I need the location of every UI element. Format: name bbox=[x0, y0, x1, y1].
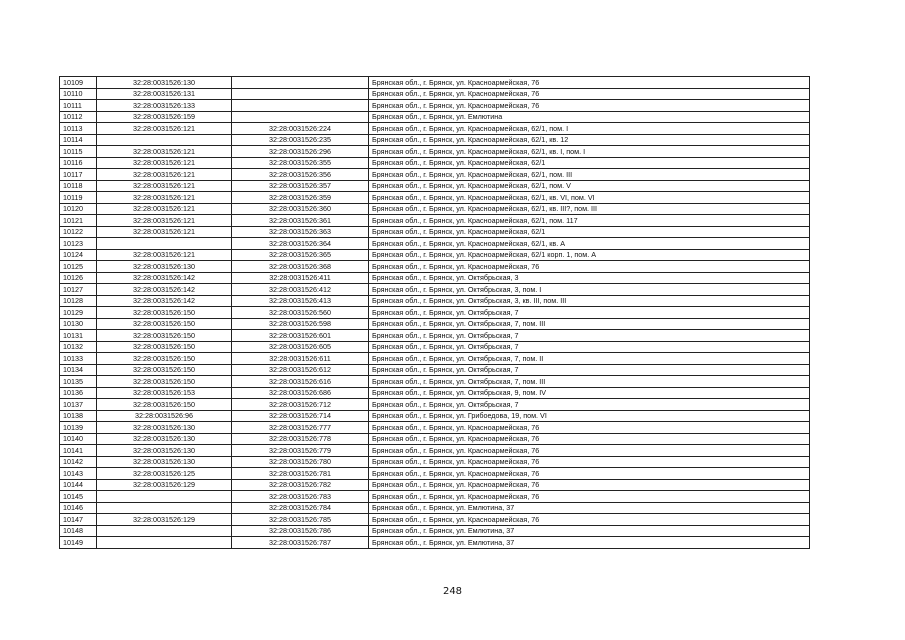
row-number-cell: 10115 bbox=[60, 146, 97, 158]
cadastral-number-cell: 32:28:0031526:560 bbox=[232, 307, 369, 319]
cadastral-number-cell: 32:28:0031526:783 bbox=[232, 491, 369, 503]
table-row bbox=[60, 502, 810, 514]
row-number-cell: 10114 bbox=[60, 134, 97, 146]
table-row bbox=[60, 295, 810, 307]
registry-table-body bbox=[60, 77, 810, 549]
table-row bbox=[60, 525, 810, 537]
cadastral-number-cell: 32:28:0031526:150 bbox=[97, 341, 232, 353]
table-row bbox=[60, 422, 810, 434]
row-number-cell: 10133 bbox=[60, 353, 97, 365]
address-cell: Брянская обл., г. Брянск, ул. Красноармейская, 76 bbox=[369, 445, 810, 457]
cadastral-number-cell: 32:28:0031526:779 bbox=[232, 445, 369, 457]
address-cell: Брянская обл., г. Брянск, ул. Емлютина, 37 bbox=[369, 525, 810, 537]
address-cell: Брянская обл., г. Брянск, ул. Октябрьская, 7, пом. III bbox=[369, 318, 810, 330]
cadastral-number-cell: 32:28:0031526:121 bbox=[97, 123, 232, 135]
cadastral-number-cell: 32:28:0031526:96 bbox=[97, 410, 232, 422]
table-row bbox=[60, 238, 810, 250]
cadastral-number-cell: 32:28:0031526:150 bbox=[97, 376, 232, 388]
cadastral-number-cell: 32:28:0031526:364 bbox=[232, 238, 369, 250]
cadastral-number-cell: 32:28:0031526:605 bbox=[232, 341, 369, 353]
cadastral-number-cell bbox=[97, 525, 232, 537]
cadastral-number-cell: 32:28:0031526:359 bbox=[232, 192, 369, 204]
row-number-cell: 10136 bbox=[60, 387, 97, 399]
table-row bbox=[60, 307, 810, 319]
cadastral-number-cell: 32:28:0031526:360 bbox=[232, 203, 369, 215]
address-cell: Брянская обл., г. Брянск, ул. Октябрьская, 7 bbox=[369, 330, 810, 342]
table-row bbox=[60, 203, 810, 215]
table-row bbox=[60, 318, 810, 330]
cadastral-number-cell: 32:28:0031526:130 bbox=[97, 456, 232, 468]
table-row bbox=[60, 226, 810, 238]
address-cell: Брянская обл., г. Брянск, ул. Октябрьская, 7, пом. II bbox=[369, 353, 810, 365]
address-cell: Брянская обл., г. Брянск, ул. Красноармейская, 62/1, кв. I, пом. I bbox=[369, 146, 810, 158]
table-row bbox=[60, 249, 810, 261]
cadastral-number-cell: 32:28:0031526:121 bbox=[97, 169, 232, 181]
cadastral-number-cell: 32:28:0031526:365 bbox=[232, 249, 369, 261]
row-number-cell: 10127 bbox=[60, 284, 97, 296]
cadastral-number-cell: 32:28:0031526:712 bbox=[232, 399, 369, 411]
cadastral-number-cell: 32:28:0031526:612 bbox=[232, 364, 369, 376]
cadastral-number-cell: 32:28:0031526:150 bbox=[97, 364, 232, 376]
row-number-cell: 10143 bbox=[60, 468, 97, 480]
table-row bbox=[60, 330, 810, 342]
cadastral-number-cell bbox=[97, 491, 232, 503]
table-row bbox=[60, 123, 810, 135]
cadastral-number-cell bbox=[232, 111, 369, 123]
table-row bbox=[60, 399, 810, 411]
cadastral-number-cell: 32:28:0031526:121 bbox=[97, 215, 232, 227]
table-row bbox=[60, 284, 810, 296]
row-number-cell: 10146 bbox=[60, 502, 97, 514]
cadastral-number-cell: 32:28:0031526:224 bbox=[232, 123, 369, 135]
cadastral-number-cell: 32:28:0031526:125 bbox=[97, 468, 232, 480]
cadastral-number-cell: 32:28:0031526:130 bbox=[97, 261, 232, 273]
row-number-cell: 10130 bbox=[60, 318, 97, 330]
cadastral-number-cell: 32:28:0031526:355 bbox=[232, 157, 369, 169]
row-number-cell: 10137 bbox=[60, 399, 97, 411]
address-cell: Брянская обл., г. Брянск, ул. Красноармейская, 62/1, кв. VI, пом. VI bbox=[369, 192, 810, 204]
address-cell: Брянская обл., г. Брянск, ул. Красноармейская, 62/1 корп. 1, пом. А bbox=[369, 249, 810, 261]
row-number-cell: 10132 bbox=[60, 341, 97, 353]
address-cell: Брянская обл., г. Брянск, ул. Грибоедова, 19, пом. VI bbox=[369, 410, 810, 422]
registry-table bbox=[59, 76, 810, 549]
cadastral-number-cell: 32:28:0031526:296 bbox=[232, 146, 369, 158]
cadastral-number-cell: 32:28:0031526:142 bbox=[97, 284, 232, 296]
row-number-cell: 10141 bbox=[60, 445, 97, 457]
cadastral-number-cell: 32:28:0031526:356 bbox=[232, 169, 369, 181]
cadastral-number-cell: 32:28:0031526:142 bbox=[97, 295, 232, 307]
cadastral-number-cell bbox=[232, 77, 369, 89]
cadastral-number-cell: 32:28:0031526:131 bbox=[97, 88, 232, 100]
row-number-cell: 10131 bbox=[60, 330, 97, 342]
cadastral-number-cell bbox=[97, 537, 232, 549]
cadastral-number-cell: 32:28:0031526:778 bbox=[232, 433, 369, 445]
row-number-cell: 10134 bbox=[60, 364, 97, 376]
row-number-cell: 10116 bbox=[60, 157, 97, 169]
row-number-cell: 10124 bbox=[60, 249, 97, 261]
address-cell: Брянская обл., г. Брянск, ул. Красноармейская, 62/1, пом. III bbox=[369, 169, 810, 181]
cadastral-number-cell: 32:28:0031526:411 bbox=[232, 272, 369, 284]
row-number-cell: 10128 bbox=[60, 295, 97, 307]
cadastral-number-cell: 32:28:0031526:787 bbox=[232, 537, 369, 549]
address-cell: Брянская обл., г. Брянск, ул. Емлютина, 37 bbox=[369, 502, 810, 514]
cadastral-number-cell: 32:28:0031526:598 bbox=[232, 318, 369, 330]
cadastral-number-cell bbox=[97, 134, 232, 146]
cadastral-number-cell: 32:28:0031526:686 bbox=[232, 387, 369, 399]
cadastral-number-cell: 32:28:0031526:129 bbox=[97, 514, 232, 526]
row-number-cell: 10109 bbox=[60, 77, 97, 89]
address-cell: Брянская обл., г. Брянск, ул. Красноармейская, 76 bbox=[369, 77, 810, 89]
address-cell: Брянская обл., г. Брянск, ул. Октябрьская, 7 bbox=[369, 307, 810, 319]
cadastral-number-cell: 32:28:0031526:363 bbox=[232, 226, 369, 238]
table-row bbox=[60, 456, 810, 468]
row-number-cell: 10122 bbox=[60, 226, 97, 238]
row-number-cell: 10123 bbox=[60, 238, 97, 250]
address-cell: Брянская обл., г. Брянск, ул. Октябрьская, 3 bbox=[369, 272, 810, 284]
row-number-cell: 10121 bbox=[60, 215, 97, 227]
row-number-cell: 10125 bbox=[60, 261, 97, 273]
cadastral-number-cell: 32:28:0031526:121 bbox=[97, 180, 232, 192]
row-number-cell: 10117 bbox=[60, 169, 97, 181]
row-number-cell: 10112 bbox=[60, 111, 97, 123]
address-cell: Брянская обл., г. Брянск, ул. Красноармейская, 76 bbox=[369, 514, 810, 526]
row-number-cell: 10118 bbox=[60, 180, 97, 192]
address-cell: Брянская обл., г. Брянск, ул. Октябрьская, 7 bbox=[369, 399, 810, 411]
address-cell: Брянская обл., г. Брянск, ул. Емлютина bbox=[369, 111, 810, 123]
cadastral-number-cell: 32:28:0031526:357 bbox=[232, 180, 369, 192]
address-cell: Брянская обл., г. Брянск, ул. Октябрьская, 9, пом. IV bbox=[369, 387, 810, 399]
cadastral-number-cell: 32:28:0031526:121 bbox=[97, 157, 232, 169]
table-row bbox=[60, 88, 810, 100]
cadastral-number-cell: 32:28:0031526:150 bbox=[97, 318, 232, 330]
table-row bbox=[60, 353, 810, 365]
cadastral-number-cell: 32:28:0031526:130 bbox=[97, 445, 232, 457]
cadastral-number-cell: 32:28:0031526:611 bbox=[232, 353, 369, 365]
cadastral-number-cell: 32:28:0031526:153 bbox=[97, 387, 232, 399]
row-number-cell: 10147 bbox=[60, 514, 97, 526]
cadastral-number-cell: 32:28:0031526:150 bbox=[97, 399, 232, 411]
cadastral-number-cell bbox=[232, 100, 369, 112]
row-number-cell: 10140 bbox=[60, 433, 97, 445]
address-cell: Брянская обл., г. Брянск, ул. Красноармейская, 62/1, кв. 12 bbox=[369, 134, 810, 146]
address-cell: Брянская обл., г. Брянск, ул. Красноармейская, 76 bbox=[369, 433, 810, 445]
row-number-cell: 10135 bbox=[60, 376, 97, 388]
table-row bbox=[60, 445, 810, 457]
cadastral-number-cell: 32:28:0031526:782 bbox=[232, 479, 369, 491]
table-row bbox=[60, 100, 810, 112]
cadastral-number-cell: 32:28:0031526:361 bbox=[232, 215, 369, 227]
address-cell: Брянская обл., г. Брянск, ул. Красноармейская, 62/1 bbox=[369, 157, 810, 169]
row-number-cell: 10139 bbox=[60, 422, 97, 434]
row-number-cell: 10129 bbox=[60, 307, 97, 319]
row-number-cell: 10111 bbox=[60, 100, 97, 112]
table-row bbox=[60, 479, 810, 491]
table-row bbox=[60, 272, 810, 284]
address-cell: Брянская обл., г. Брянск, ул. Октябрьская, 3, кв. III, пом. III bbox=[369, 295, 810, 307]
cadastral-number-cell: 32:28:0031526:780 bbox=[232, 456, 369, 468]
cadastral-number-cell: 32:28:0031526:142 bbox=[97, 272, 232, 284]
row-number-cell: 10110 bbox=[60, 88, 97, 100]
address-cell: Брянская обл., г. Брянск, ул. Красноармейская, 76 bbox=[369, 100, 810, 112]
table-row bbox=[60, 364, 810, 376]
cadastral-number-cell: 32:28:0031526:412 bbox=[232, 284, 369, 296]
cadastral-number-cell: 32:28:0031526:121 bbox=[97, 226, 232, 238]
table-row bbox=[60, 180, 810, 192]
cadastral-number-cell: 32:28:0031526:368 bbox=[232, 261, 369, 273]
cadastral-number-cell: 32:28:0031526:159 bbox=[97, 111, 232, 123]
cadastral-number-cell bbox=[97, 238, 232, 250]
row-number-cell: 10142 bbox=[60, 456, 97, 468]
address-cell: Брянская обл., г. Брянск, ул. Красноармейская, 62/1, пом. V bbox=[369, 180, 810, 192]
address-cell: Брянская обл., г. Брянск, ул. Красноармейская, 76 bbox=[369, 468, 810, 480]
row-number-cell: 10148 bbox=[60, 525, 97, 537]
cadastral-number-cell: 32:28:0031526:785 bbox=[232, 514, 369, 526]
cadastral-number-cell: 32:28:0031526:616 bbox=[232, 376, 369, 388]
table-row bbox=[60, 215, 810, 227]
cadastral-number-cell: 32:28:0031526:129 bbox=[97, 479, 232, 491]
table-row bbox=[60, 146, 810, 158]
cadastral-number-cell: 32:28:0031526:150 bbox=[97, 307, 232, 319]
cadastral-number-cell: 32:28:0031526:121 bbox=[97, 249, 232, 261]
cadastral-number-cell: 32:28:0031526:413 bbox=[232, 295, 369, 307]
table-row bbox=[60, 157, 810, 169]
cadastral-number-cell: 32:28:0031526:121 bbox=[97, 192, 232, 204]
address-cell: Брянская обл., г. Брянск, ул. Красноармейская, 62/1, кв. III?, пом. III bbox=[369, 203, 810, 215]
table-row bbox=[60, 261, 810, 273]
cadastral-number-cell: 32:28:0031526:784 bbox=[232, 502, 369, 514]
table-row bbox=[60, 491, 810, 503]
cadastral-number-cell: 32:28:0031526:130 bbox=[97, 433, 232, 445]
cadastral-number-cell: 32:28:0031526:121 bbox=[97, 203, 232, 215]
cadastral-number-cell: 32:28:0031526:150 bbox=[97, 330, 232, 342]
cadastral-number-cell: 32:28:0031526:235 bbox=[232, 134, 369, 146]
address-cell: Брянская обл., г. Брянск, ул. Красноармейская, 76 bbox=[369, 88, 810, 100]
page-number: 248 bbox=[442, 586, 463, 597]
row-number-cell: 10138 bbox=[60, 410, 97, 422]
address-cell: Брянская обл., г. Брянск, ул. Красноармейская, 62/1 bbox=[369, 226, 810, 238]
address-cell: Брянская обл., г. Брянск, ул. Красноармейская, 76 bbox=[369, 491, 810, 503]
address-cell: Брянская обл., г. Брянск, ул. Октябрьская, 7 bbox=[369, 341, 810, 353]
address-cell: Брянская обл., г. Брянск, ул. Октябрьская, 3, пом. I bbox=[369, 284, 810, 296]
cadastral-number-cell bbox=[97, 502, 232, 514]
table-row bbox=[60, 514, 810, 526]
cadastral-number-cell: 32:28:0031526:777 bbox=[232, 422, 369, 434]
table-row bbox=[60, 410, 810, 422]
cadastral-number-cell: 32:28:0031526:601 bbox=[232, 330, 369, 342]
cadastral-number-cell: 32:28:0031526:130 bbox=[97, 77, 232, 89]
address-cell: Брянская обл., г. Брянск, ул. Емлютина, 37 bbox=[369, 537, 810, 549]
row-number-cell: 10119 bbox=[60, 192, 97, 204]
cadastral-number-cell: 32:28:0031526:150 bbox=[97, 353, 232, 365]
row-number-cell: 10126 bbox=[60, 272, 97, 284]
table-row bbox=[60, 433, 810, 445]
address-cell: Брянская обл., г. Брянск, ул. Октябрьская, 7 bbox=[369, 364, 810, 376]
row-number-cell: 10113 bbox=[60, 123, 97, 135]
table-row bbox=[60, 77, 810, 89]
address-cell: Брянская обл., г. Брянск, ул. Красноармейская, 76 bbox=[369, 422, 810, 434]
table-row bbox=[60, 537, 810, 549]
table-row bbox=[60, 468, 810, 480]
table-row bbox=[60, 111, 810, 123]
table-row bbox=[60, 376, 810, 388]
table-row bbox=[60, 387, 810, 399]
cadastral-number-cell: 32:28:0031526:714 bbox=[232, 410, 369, 422]
row-number-cell: 10144 bbox=[60, 479, 97, 491]
address-cell: Брянская обл., г. Брянск, ул. Красноармейская, 62/1, кв. А bbox=[369, 238, 810, 250]
cadastral-number-cell: 32:28:0031526:781 bbox=[232, 468, 369, 480]
table-row bbox=[60, 341, 810, 353]
address-cell: Брянская обл., г. Брянск, ул. Красноармейская, 62/1, пом. 117 bbox=[369, 215, 810, 227]
row-number-cell: 10149 bbox=[60, 537, 97, 549]
address-cell: Брянская обл., г. Брянск, ул. Красноармейская, 62/1, пом. I bbox=[369, 123, 810, 135]
address-cell: Брянская обл., г. Брянск, ул. Красноармейская, 76 bbox=[369, 479, 810, 491]
cadastral-number-cell: 32:28:0031526:133 bbox=[97, 100, 232, 112]
cadastral-number-cell: 32:28:0031526:121 bbox=[97, 146, 232, 158]
row-number-cell: 10145 bbox=[60, 491, 97, 503]
cadastral-number-cell: 32:28:0031526:130 bbox=[97, 422, 232, 434]
address-cell: Брянская обл., г. Брянск, ул. Красноармейская, 76 bbox=[369, 261, 810, 273]
table-row bbox=[60, 169, 810, 181]
row-number-cell: 10120 bbox=[60, 203, 97, 215]
cadastral-number-cell: 32:28:0031526:786 bbox=[232, 525, 369, 537]
table-row bbox=[60, 134, 810, 146]
address-cell: Брянская обл., г. Брянск, ул. Красноармейская, 76 bbox=[369, 456, 810, 468]
table-row bbox=[60, 192, 810, 204]
cadastral-number-cell bbox=[232, 88, 369, 100]
address-cell: Брянская обл., г. Брянск, ул. Октябрьская, 7, пом. III bbox=[369, 376, 810, 388]
